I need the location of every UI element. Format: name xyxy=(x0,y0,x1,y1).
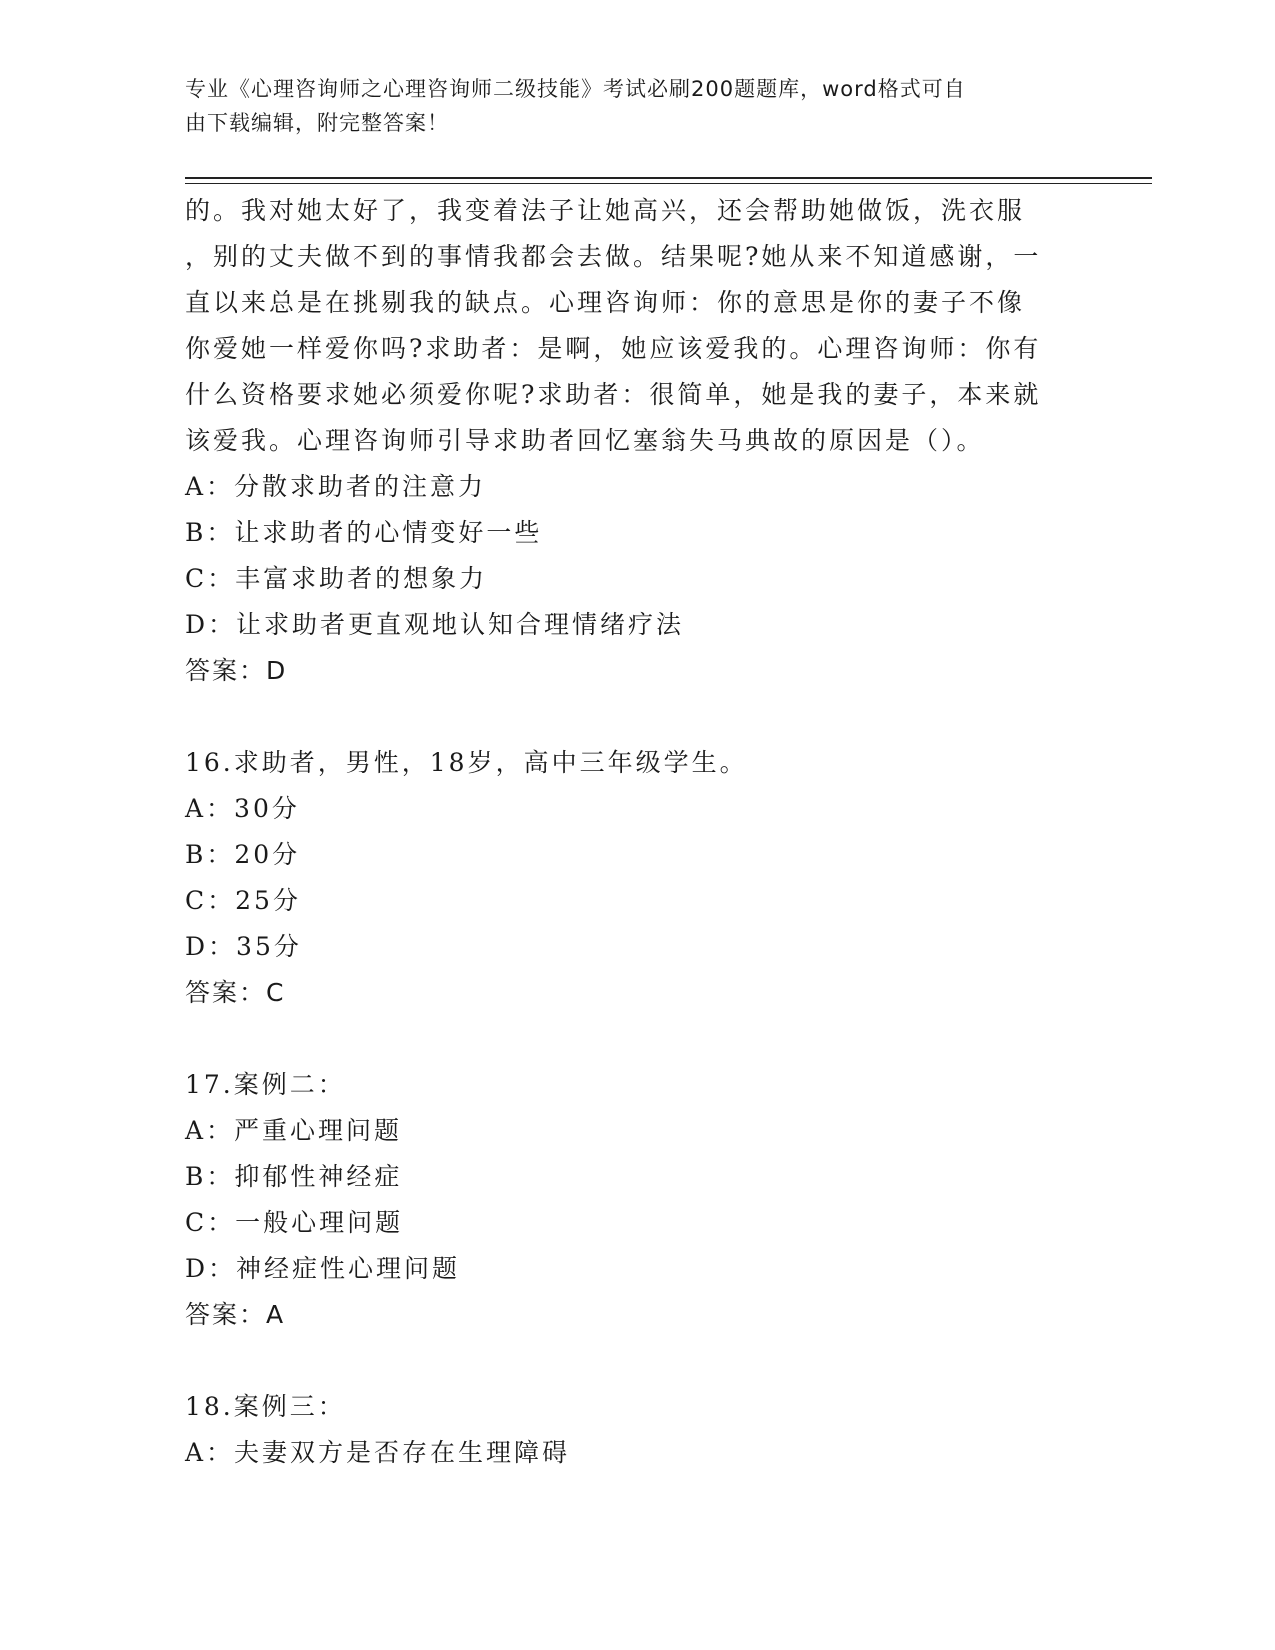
document-body xyxy=(185,188,1085,1476)
question-stem: 17.案例二： xyxy=(185,1070,346,1099)
option-d: D：让求助者更直观地认知合理情绪疗法 xyxy=(185,610,685,639)
question-stem-line: 直以来总是在挑剔我的缺点。心理咨询师：你的意思是你的妻子不像 xyxy=(185,288,1026,317)
question-stem-line: 的。我对她太好了，我变着法子让她高兴，还会帮助她做饭，洗衣服 xyxy=(185,196,1026,225)
option-a: A：30分 xyxy=(185,794,300,823)
question-stem: 16.求助者，男性，18岁，高中三年级学生。 xyxy=(185,748,748,777)
answer-line: 答案：D xyxy=(185,656,288,685)
option-b: B：20分 xyxy=(185,840,301,869)
header-line-2: 由下载编辑，附完整答案！ xyxy=(185,111,449,135)
question-17 xyxy=(185,1062,1085,1338)
spacer xyxy=(185,1016,1085,1062)
option-a: A：夫妻双方是否存在生理障碍 xyxy=(185,1438,571,1467)
option-b: B：让求助者的心情变好一些 xyxy=(185,518,543,547)
question-stem-line: 你爱她一样爱你吗?求助者：是啊，她应该爱我的。心理咨询师：你有 xyxy=(185,334,1042,363)
answer-line: 答案：C xyxy=(185,978,286,1007)
header-rule-thin xyxy=(185,183,1152,184)
spacer xyxy=(185,1338,1085,1384)
question-18 xyxy=(185,1384,1085,1476)
question-stem-line: 该爱我。心理咨询师引导求助者回忆塞翁失马典故的原因是（）。 xyxy=(185,426,985,455)
question-stem-line: ，别的丈夫做不到的事情我都会去做。结果呢?她从来不知道感谢，一 xyxy=(185,242,1042,271)
question-stem: 18.案例三： xyxy=(185,1392,346,1421)
spacer xyxy=(185,694,1085,740)
question-stem-line: 什么资格要求她必须爱你呢?求助者：很简单，她是我的妻子，本来就 xyxy=(185,380,1042,409)
option-c: C：25分 xyxy=(185,886,301,915)
option-b: B：抑郁性神经症 xyxy=(185,1162,403,1191)
option-a: A：严重心理问题 xyxy=(185,1116,403,1145)
document-header xyxy=(185,72,1085,140)
option-d: D：神经症性心理问题 xyxy=(185,1254,461,1283)
option-a: A：分散求助者的注意力 xyxy=(185,472,487,501)
option-d: D：35分 xyxy=(185,932,302,961)
option-c: C：一般心理问题 xyxy=(185,1208,404,1237)
question-16 xyxy=(185,740,1085,1016)
header-line-1: 专业《心理咨询师之心理咨询师二级技能》考试必刷200题题库，word格式可自 xyxy=(185,77,966,101)
question-15 xyxy=(185,188,1085,694)
answer-line: 答案：A xyxy=(185,1300,286,1329)
option-c: C：丰富求助者的想象力 xyxy=(185,564,488,593)
header-rule-thick xyxy=(185,177,1152,179)
